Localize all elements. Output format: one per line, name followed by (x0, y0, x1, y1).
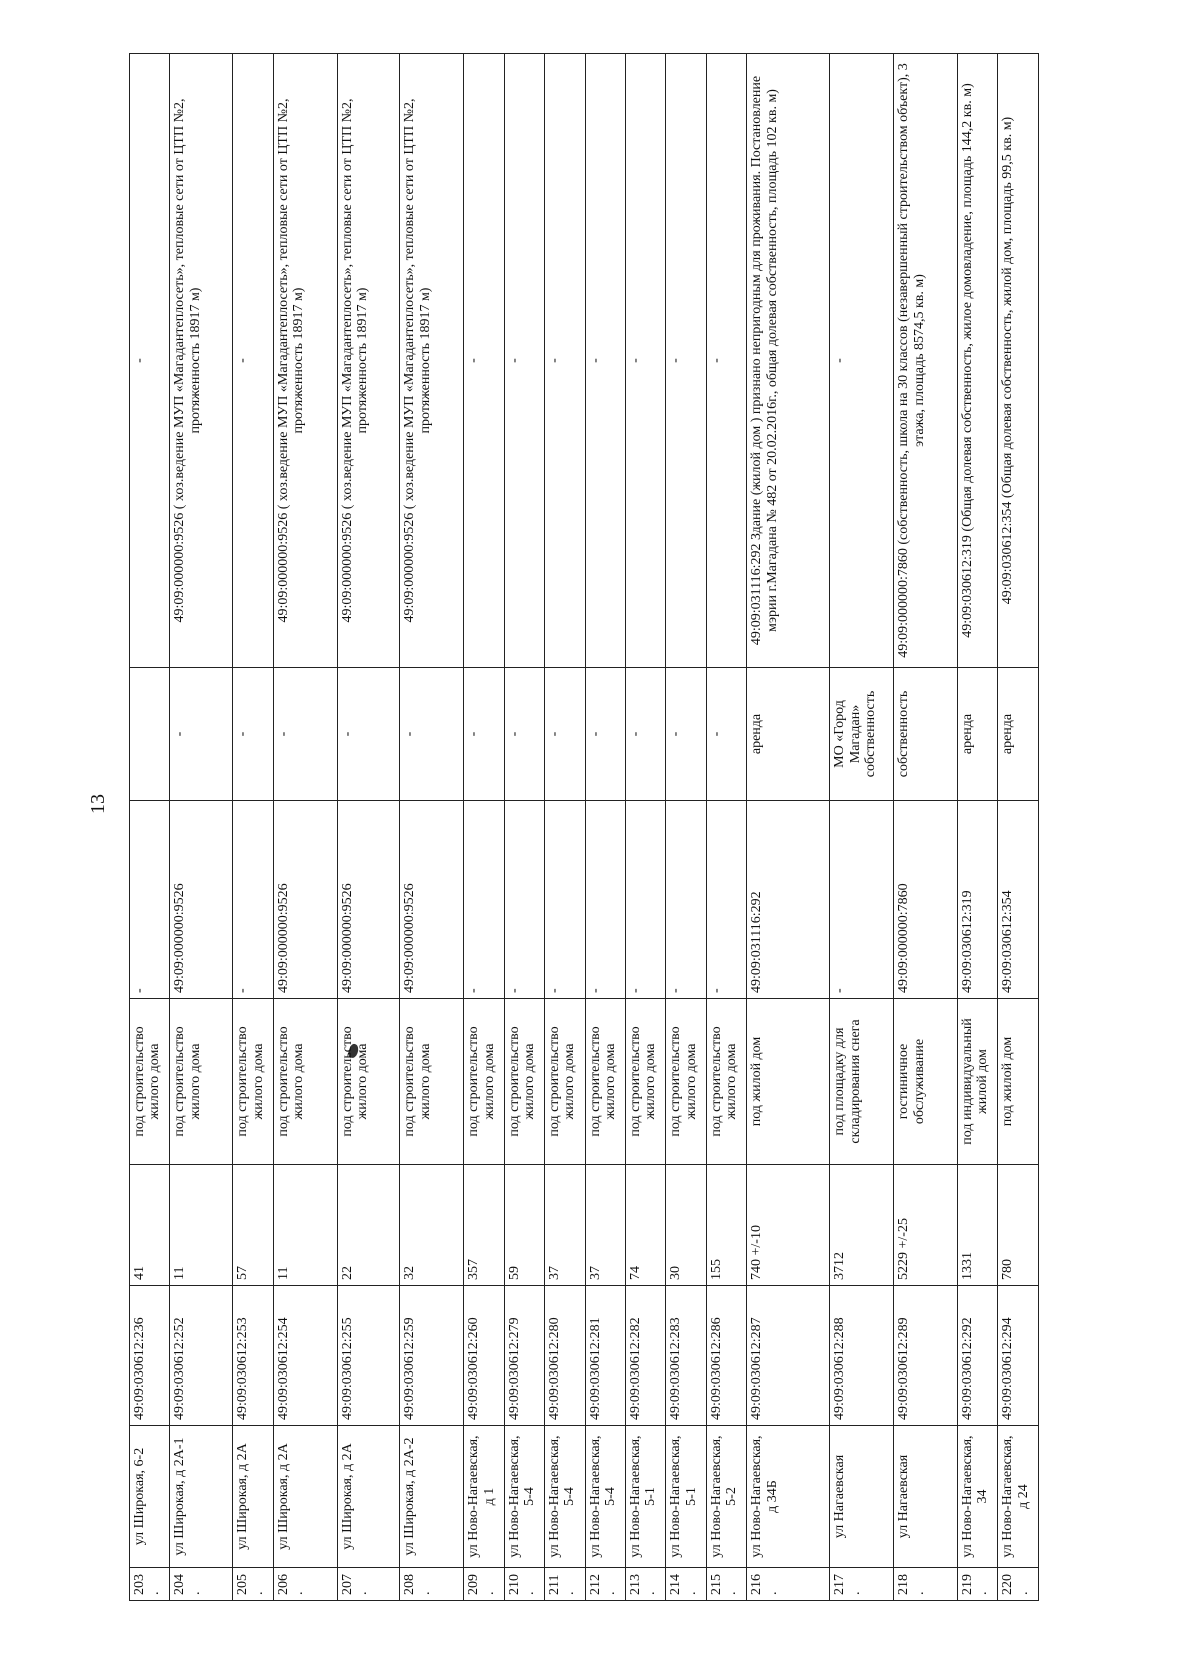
right-type-cell: МО «Город Магадан» собственность (830, 668, 894, 801)
note-cell: 49:09:000000:9526 ( хоз.ведение МУП «Магадантеплосеть», тепловые сети от ЦТП №2, протяженность 18917 м) (400, 54, 464, 668)
area-cell: 59 (504, 1165, 544, 1286)
right-type-cell: аренда (747, 668, 830, 801)
note-cell: - (585, 54, 625, 668)
address-cell: ул Нагаевская (830, 1426, 894, 1568)
building-cadastral-cell: - (625, 801, 665, 999)
address-cell: ул Нагаевская (894, 1426, 958, 1568)
row-number: 209. (464, 1568, 504, 1601)
address-cell: ул Широкая, 6-2 (130, 1426, 170, 1568)
note-cell: - (830, 54, 894, 668)
cadastral-number-cell: 49:09:030612:253 (233, 1286, 273, 1426)
cadastral-number-cell: 49:09:030612:255 (337, 1286, 400, 1426)
area-cell: 1331 (957, 1165, 997, 1286)
cadastral-number-cell: 49:09:030612:294 (998, 1286, 1039, 1426)
table-row (545, 54, 585, 1601)
note-cell: 49:09:030612:354 (Общая долевая собственность, жилой дом, площадь 99,5 кв. м) (998, 54, 1039, 668)
address-cell: ул Ново-Нагаевская, д 34Б (747, 1426, 830, 1568)
cadastral-number-cell: 49:09:030612:287 (747, 1286, 830, 1426)
table-row (464, 54, 504, 1601)
row-number: 207. (337, 1568, 400, 1601)
right-type-cell: - (400, 668, 464, 801)
row-number: 220. (998, 1568, 1039, 1601)
note-cell: - (625, 54, 665, 668)
permitted-use-cell: под строительство жилого дома (666, 999, 706, 1165)
area-cell: 37 (545, 1165, 585, 1286)
address-cell: ул Ново-Нагаевская, 5-4 (585, 1426, 625, 1568)
cadastral-number-cell: 49:09:030612:254 (273, 1286, 337, 1426)
area-cell: 155 (706, 1165, 746, 1286)
table-row (894, 54, 958, 1601)
permitted-use-cell: под строительство жилого дома (504, 999, 544, 1165)
right-type-cell: - (585, 668, 625, 801)
address-cell: ул Ново-Нагаевская, 5-1 (625, 1426, 665, 1568)
note-cell: 49:09:030612:319 (Общая долевая собственность, жилое домовладение, площадь 144,2 кв. м) (957, 54, 997, 668)
note-cell: - (666, 54, 706, 668)
building-cadastral-cell: 49:09:030612:319 (957, 801, 997, 999)
permitted-use-cell: под строительство жилого дома (273, 999, 337, 1165)
area-cell: 5229 +/-25 (894, 1165, 958, 1286)
cadastral-number-cell: 49:09:030612:288 (830, 1286, 894, 1426)
note-cell: - (504, 54, 544, 668)
right-type-cell: собственность (894, 668, 958, 801)
cadastral-number-cell: 49:09:030612:259 (400, 1286, 464, 1426)
area-cell: 357 (464, 1165, 504, 1286)
permitted-use-cell: под строительство жилого дома (545, 999, 585, 1165)
cadastral-number-cell: 49:09:030612:280 (545, 1286, 585, 1426)
right-type-cell: - (625, 668, 665, 801)
permitted-use-cell: под строительство жилого дома (706, 999, 746, 1165)
right-type-cell: - (337, 668, 400, 801)
table-row (625, 54, 665, 1601)
address-cell: ул Ново-Нагаевская, д 1 (464, 1426, 504, 1568)
area-cell: 74 (625, 1165, 665, 1286)
area-cell: 22 (337, 1165, 400, 1286)
table-row (706, 54, 746, 1601)
table-row (830, 54, 894, 1601)
permitted-use-cell: под строительство жилого дома (585, 999, 625, 1165)
building-cadastral-cell: 49:09:000000:9526 (400, 801, 464, 999)
address-cell: ул Ново-Нагаевская, 34 (957, 1426, 997, 1568)
permitted-use-cell: под строительство жилого дома (170, 999, 233, 1165)
cadastral-number-cell: 49:09:030612:292 (957, 1286, 997, 1426)
building-cadastral-cell: 49:09:031116:292 (747, 801, 830, 999)
address-cell: ул Ново-Нагаевская, 5-4 (545, 1426, 585, 1568)
right-type-cell: - (464, 668, 504, 801)
permitted-use-cell: под жилой дом (998, 999, 1039, 1165)
building-cadastral-cell: 49:09:000000:9526 (170, 801, 233, 999)
address-cell: ул Широкая, д 2А (233, 1426, 273, 1568)
area-cell: 57 (233, 1165, 273, 1286)
rotated-table-container (129, 54, 1039, 1601)
note-cell: - (233, 54, 273, 668)
table-row (233, 54, 273, 1601)
row-number: 214. (666, 1568, 706, 1601)
building-cadastral-cell: 49:09:030612:354 (998, 801, 1039, 999)
table-row (585, 54, 625, 1601)
note-cell: - (706, 54, 746, 668)
row-number: 203. (130, 1568, 170, 1601)
address-cell: ул Широкая, д 2А (273, 1426, 337, 1568)
building-cadastral-cell: - (233, 801, 273, 999)
note-cell: 49:09:000000:7860 (собственность, школа на 30 классов (незавершенный строительством объект), 3 этажа, площадь 8574,5 кв. м) (894, 54, 958, 668)
cadastral-number-cell: 49:09:030612:236 (130, 1286, 170, 1426)
permitted-use-cell: под строительство жилого дома (130, 999, 170, 1165)
building-cadastral-cell: 49:09:000000:9526 (337, 801, 400, 999)
area-cell: 11 (273, 1165, 337, 1286)
right-type-cell: - (706, 668, 746, 801)
row-number: 204. (170, 1568, 233, 1601)
address-cell: ул Ново-Нагаевская, д 24 (998, 1426, 1039, 1568)
note-cell: 49:09:000000:9526 ( хоз.ведение МУП «Магадантеплосеть», тепловые сети от ЦТП №2, протяженность 18917 м) (273, 54, 337, 668)
row-number: 219. (957, 1568, 997, 1601)
cadastral-number-cell: 49:09:030612:286 (706, 1286, 746, 1426)
cadastral-number-cell: 49:09:030612:279 (504, 1286, 544, 1426)
permitted-use-cell: под строительство жилого дома (464, 999, 504, 1165)
table-row (504, 54, 544, 1601)
cadastral-number-cell: 49:09:030612:252 (170, 1286, 233, 1426)
row-number: 216. (747, 1568, 830, 1601)
building-cadastral-cell: - (504, 801, 544, 999)
cadastral-number-cell: 49:09:030612:283 (666, 1286, 706, 1426)
row-number: 215. (706, 1568, 746, 1601)
row-number: 218. (894, 1568, 958, 1601)
table-row (400, 54, 464, 1601)
row-number: 217. (830, 1568, 894, 1601)
table-row (666, 54, 706, 1601)
note-cell: - (545, 54, 585, 668)
building-cadastral-cell: - (706, 801, 746, 999)
page-number: 13 (87, 794, 109, 814)
table-row (337, 54, 400, 1601)
area-cell: 780 (998, 1165, 1039, 1286)
building-cadastral-cell: - (130, 801, 170, 999)
table-row (957, 54, 997, 1601)
permitted-use-cell: под индивидуальный жилой дом (957, 999, 997, 1165)
cadastral-number-cell: 49:09:030612:282 (625, 1286, 665, 1426)
row-number: 211. (545, 1568, 585, 1601)
area-cell: 32 (400, 1165, 464, 1286)
row-number: 206. (273, 1568, 337, 1601)
right-type-cell: - (233, 668, 273, 801)
row-number: 213. (625, 1568, 665, 1601)
note-cell: 49:09:000000:9526 ( хоз.ведение МУП «Магадантеплосеть», тепловые сети от ЦТП №2, протяженность 18917 м) (337, 54, 400, 668)
row-number: 210. (504, 1568, 544, 1601)
note-cell: - (464, 54, 504, 668)
table-row (747, 54, 830, 1601)
area-cell: 37 (585, 1165, 625, 1286)
permitted-use-cell: гостиничное обслуживание (894, 999, 958, 1165)
permitted-use-cell: под строительство жилого дома (233, 999, 273, 1165)
note-cell: - (130, 54, 170, 668)
table-row (998, 54, 1039, 1601)
building-cadastral-cell: 49:09:000000:9526 (273, 801, 337, 999)
right-type-cell: - (666, 668, 706, 801)
address-cell: ул Широкая, д 2А-1 (170, 1426, 233, 1568)
table-row (130, 54, 170, 1601)
permitted-use-cell: под строительство жилого дома (400, 999, 464, 1165)
area-cell: 740 +/-10 (747, 1165, 830, 1286)
right-type-cell: - (545, 668, 585, 801)
note-cell: 49:09:000000:9526 ( хоз.ведение МУП «Магадантеплосеть», тепловые сети от ЦТП №2, протяженность 18917 м) (170, 54, 233, 668)
right-type-cell: - (504, 668, 544, 801)
address-cell: ул Ново-Нагаевская, 5-1 (666, 1426, 706, 1568)
right-type-cell: - (170, 668, 233, 801)
area-cell: 11 (170, 1165, 233, 1286)
row-number: 205. (233, 1568, 273, 1601)
cadastral-number-cell: 49:09:030612:289 (894, 1286, 958, 1426)
cadastral-number-cell: 49:09:030612:260 (464, 1286, 504, 1426)
row-number: 208. (400, 1568, 464, 1601)
table-row (273, 54, 337, 1601)
address-cell: ул Ново-Нагаевская, 5-4 (504, 1426, 544, 1568)
building-cadastral-cell: - (585, 801, 625, 999)
building-cadastral-cell: 49:09:000000:7860 (894, 801, 958, 999)
table-body (130, 54, 1039, 1601)
row-number: 212. (585, 1568, 625, 1601)
right-type-cell: аренда (998, 668, 1039, 801)
address-cell: ул Широкая, д 2А-2 (400, 1426, 464, 1568)
table-row (170, 54, 233, 1601)
building-cadastral-cell: - (830, 801, 894, 999)
right-type-cell (130, 668, 170, 801)
area-cell: 41 (130, 1165, 170, 1286)
area-cell: 30 (666, 1165, 706, 1286)
building-cadastral-cell: - (545, 801, 585, 999)
permitted-use-cell: под площадку для складирования снега (830, 999, 894, 1165)
permitted-use-cell: под строительство жилого дома (625, 999, 665, 1165)
building-cadastral-cell: - (666, 801, 706, 999)
address-cell: ул Ново-Нагаевская, 5-2 (706, 1426, 746, 1568)
right-type-cell: аренда (957, 668, 997, 801)
note-cell: 49:09:031116:292 Здание (жилой дом ) признано непригодным для проживания. Постановление мэрии г.Магадана № 482 от 20.02.2016г., общая долевая собственность, площадь 102 кв. м) (747, 54, 830, 668)
permitted-use-cell: под жилой дом (747, 999, 830, 1165)
area-cell: 3712 (830, 1165, 894, 1286)
right-type-cell: - (273, 668, 337, 801)
address-cell: ул Широкая, д 2А (337, 1426, 400, 1568)
permitted-use-cell: под строительство жилого дома (337, 999, 400, 1165)
land-plot-registry-table (129, 53, 1039, 1601)
building-cadastral-cell: - (464, 801, 504, 999)
cadastral-number-cell: 49:09:030612:281 (585, 1286, 625, 1426)
